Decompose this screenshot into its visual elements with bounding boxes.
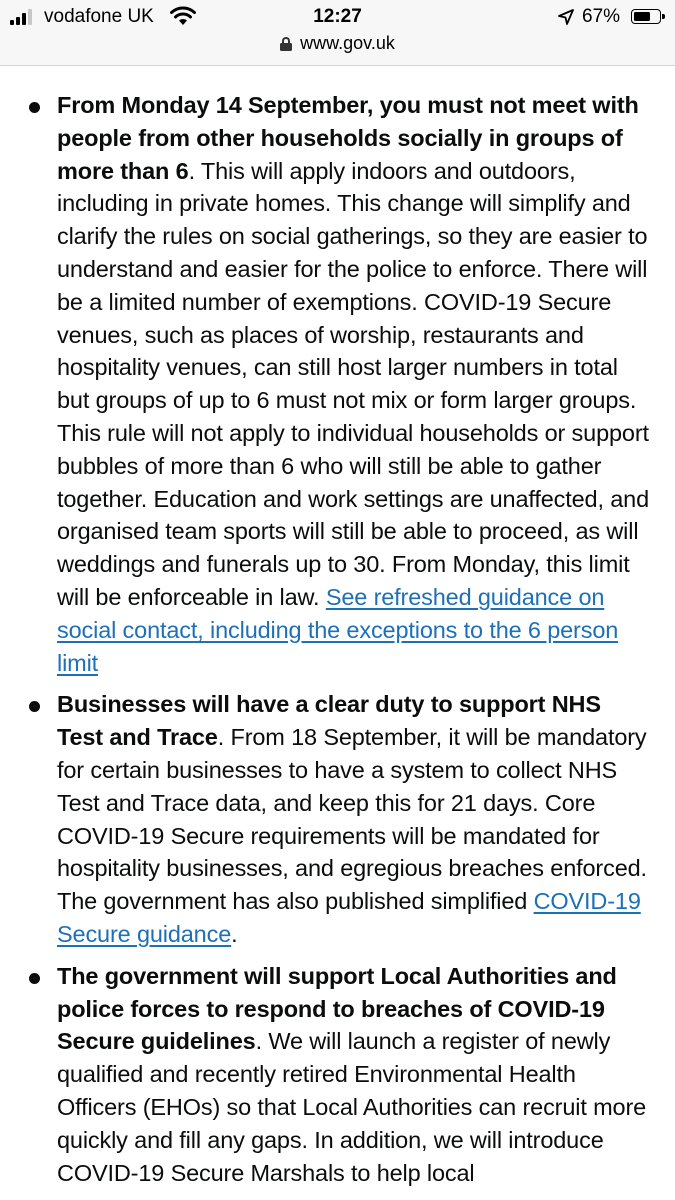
bullet-point: [29, 102, 40, 113]
lock-icon: [280, 37, 292, 51]
status-time: 12:27: [313, 6, 362, 27]
address-bar[interactable]: [0, 33, 675, 57]
item-bold-text: From Monday 14 September, you must not meet with people from other households socially in groups of more than 6: [57, 92, 639, 184]
url-text[interactable]: www.gov.uk: [300, 33, 395, 53]
item-tail-text: .: [231, 920, 238, 947]
item-body-text: . This will apply indoors and outdoors, including in private homes. This change will simplify and clarify the rules on social gatherings, so they are easier to understand and easier for the police to enforce. There will be a limited number of exemptions. COVID-19 Secure venues, such as places of worship, restaurants and hospitality venues, can still host larger numbers in total but groups of up to 6 must not mix or form larger groups. This rule will not apply to individual households or support bubbles of more than 6 who will still be able to gather together. Education and work settings are unaffected, and organised team sports will still be able to proceed, as will weddings and funerals up to 30. From Monday, this limit will be enforceable in law.: [57, 157, 649, 610]
item-body-text: . We will launch a register of newly qualified and recently retired Environmental Health Officers (EHOs) so that Local Authorities can recruit more quickly and fill any gaps. In addition, we will introduce COVID-19 Secure Marshals to help local: [57, 1028, 647, 1186]
item-text: [57, 960, 653, 1190]
item-bold-text: The government will support Local Authorities and police forces to respond to breaches of COVID-19 Secure guidelines: [57, 962, 617, 1055]
battery-percentage: 67%: [582, 6, 621, 27]
item-body-text: . From 18 September, it will be mandatory for certain businesses to have a system to collect NHS Test and Trace data, and keep this for 21 days. Core COVID-19 Secure requirements will be mandated for hospitality businesses, and egregious breaches enforced. The government has also published simplified: [57, 724, 647, 915]
status-bar: [0, 0, 675, 34]
battery-icon: [631, 9, 661, 24]
item-text: [57, 688, 653, 950]
list-item: [0, 960, 675, 1190]
location-arrow-icon: [557, 8, 575, 26]
bullet-list: [0, 89, 675, 1198]
carrier-name: vodafone UK: [44, 6, 154, 27]
item-text: [57, 89, 653, 679]
bullet-point: [29, 973, 40, 984]
page-content: [0, 67, 675, 1200]
browser-top-bar: [0, 0, 675, 66]
bullet-point: [29, 701, 40, 712]
covid-secure-guidance-link[interactable]: COVID-19 Secure guidance: [57, 888, 641, 947]
list-item: [0, 688, 675, 950]
list-item: [0, 89, 675, 679]
item-bold-text: Businesses will have a clear duty to support NHS Test and Trace: [57, 691, 601, 751]
social-contact-guidance-link[interactable]: See refreshed guidance on social contact, including the exceptions to the 6 person limit: [57, 583, 619, 676]
